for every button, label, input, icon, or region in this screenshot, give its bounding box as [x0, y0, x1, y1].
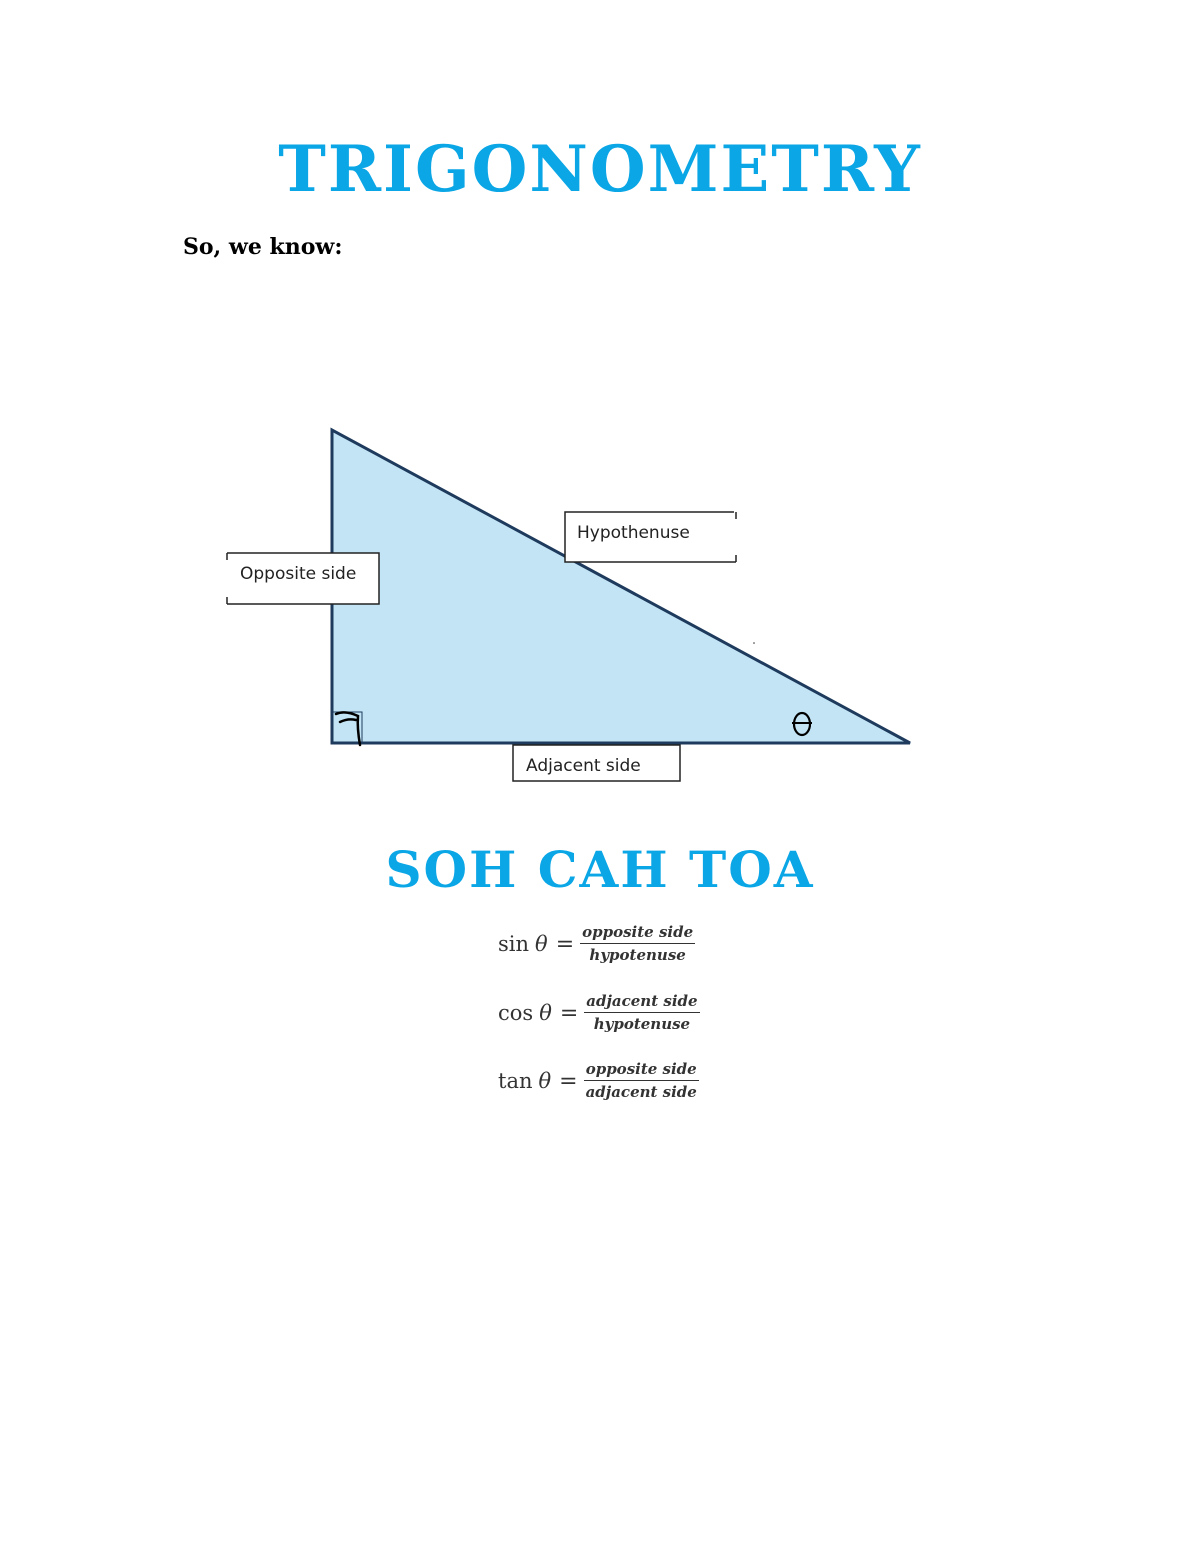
function-name: tan: [498, 1069, 533, 1094]
theta-symbol: θ: [538, 1069, 552, 1094]
opposite-label-box: [227, 553, 379, 604]
denominator: hypotenuse: [589, 946, 686, 965]
fraction: [580, 924, 695, 965]
right-triangle: [332, 430, 910, 743]
numerator: opposite side: [585, 1060, 697, 1078]
tangent-formula: [498, 1061, 699, 1102]
theta-symbol: θ: [539, 1001, 552, 1026]
fraction: [584, 993, 699, 1034]
cosine-formula: [498, 993, 700, 1034]
adjacent-label-box: [513, 745, 680, 781]
adjacent-label: Adjacent side: [526, 756, 641, 776]
stray-dot: [753, 642, 755, 644]
function-name: cos: [498, 1001, 534, 1026]
denominator: adjacent side: [585, 1083, 697, 1102]
sine-formula: [498, 924, 695, 965]
hypotenuse-label: Hypothenuse: [577, 523, 690, 543]
numerator: opposite side: [582, 923, 694, 941]
page-title: TRIGONOMETRY: [278, 132, 922, 207]
theta-symbol: θ: [535, 932, 548, 957]
equals-sign: =: [555, 931, 575, 957]
opposite-label: Opposite side: [240, 564, 357, 584]
fraction: [584, 1061, 699, 1102]
numerator: adjacent side: [586, 992, 698, 1010]
function-name: sin: [498, 932, 530, 957]
denominator: hypotenuse: [593, 1015, 691, 1034]
hypotenuse-label-box: [565, 512, 736, 562]
intro-text: So, we know:: [183, 234, 343, 260]
equals-sign: =: [559, 1000, 579, 1026]
mnemonic-heading: SOH CAH TOA: [385, 840, 815, 899]
equals-sign: =: [559, 1068, 578, 1094]
